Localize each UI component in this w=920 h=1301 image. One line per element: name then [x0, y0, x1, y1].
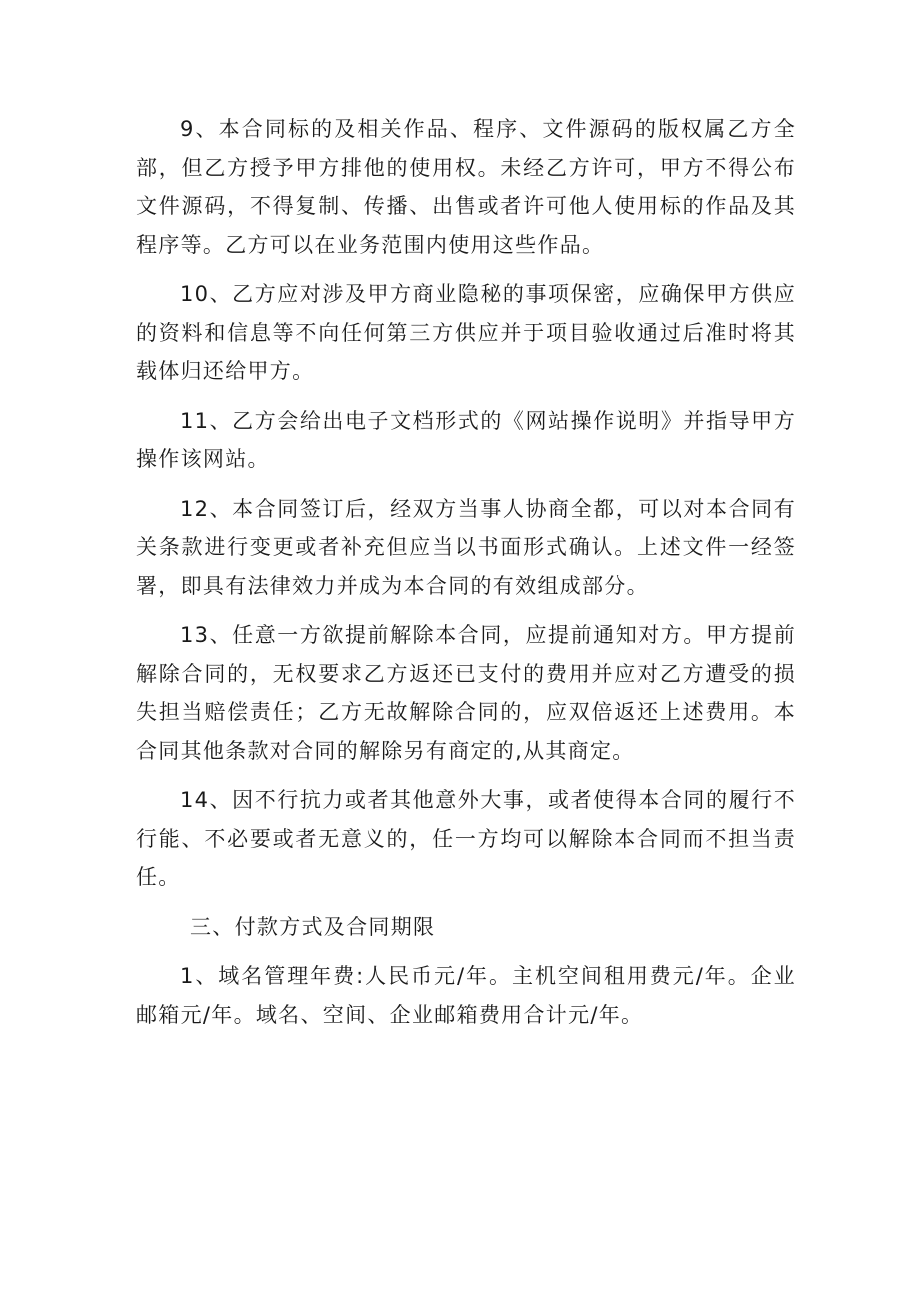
clause-14: 14、因不行抗力或者其他意外大事，或者使得本合同的履行不行能、不必要或者无意义的，任一方均可以解除本合同而不担当责任。 — [136, 788, 796, 889]
payment-clause-1: 1、域名管理年费:人民币元/年。主机空间租用费元/年。企业邮箱元/年。域名、空间、企业邮箱费用合计元/年。 — [136, 964, 796, 1027]
clause-10: 10、乙方应对涉及甲方商业隐秘的事项保密，应确保甲方供应的资料和信息等不向任何第三方供应并于项目验收通过后准时将其载体归还给甲方。 — [136, 282, 796, 383]
document-body — [136, 110, 796, 1045]
clause-9: 9、本合同标的及相关作品、程序、文件源码的版权属乙方全部，但乙方授予甲方排他的使用权。未经乙方许可，甲方不得公布文件源码，不得复制、传播、出售或者许可他人使用标的作品及其程序等。乙方可以在业务范围内使用这些作品。 — [136, 117, 796, 257]
clause-13: 13、任意一方欲提前解除本合同，应提前通知对方。甲方提前解除合同的，无权要求乙方返还已支付的费用并应对乙方遭受的损失担当赔偿责任；乙方无故解除合同的，应双倍返还上述费用。本合同其他条款对合同的解除另有商定的,从其商定。 — [136, 623, 796, 763]
clause-12: 12、本合同签订后，经双方当事人协商全都，可以对本合同有关条款进行变更或者补充但应当以书面形式确认。上述文件一经签署，即具有法律效力并成为本合同的有效组成部分。 — [136, 496, 796, 598]
clause-11: 11、乙方会给出电子文档形式的《网站操作说明》并指导甲方操作该网站。 — [136, 408, 796, 471]
section-heading-payment: 三、付款方式及合同期限 — [190, 914, 436, 939]
